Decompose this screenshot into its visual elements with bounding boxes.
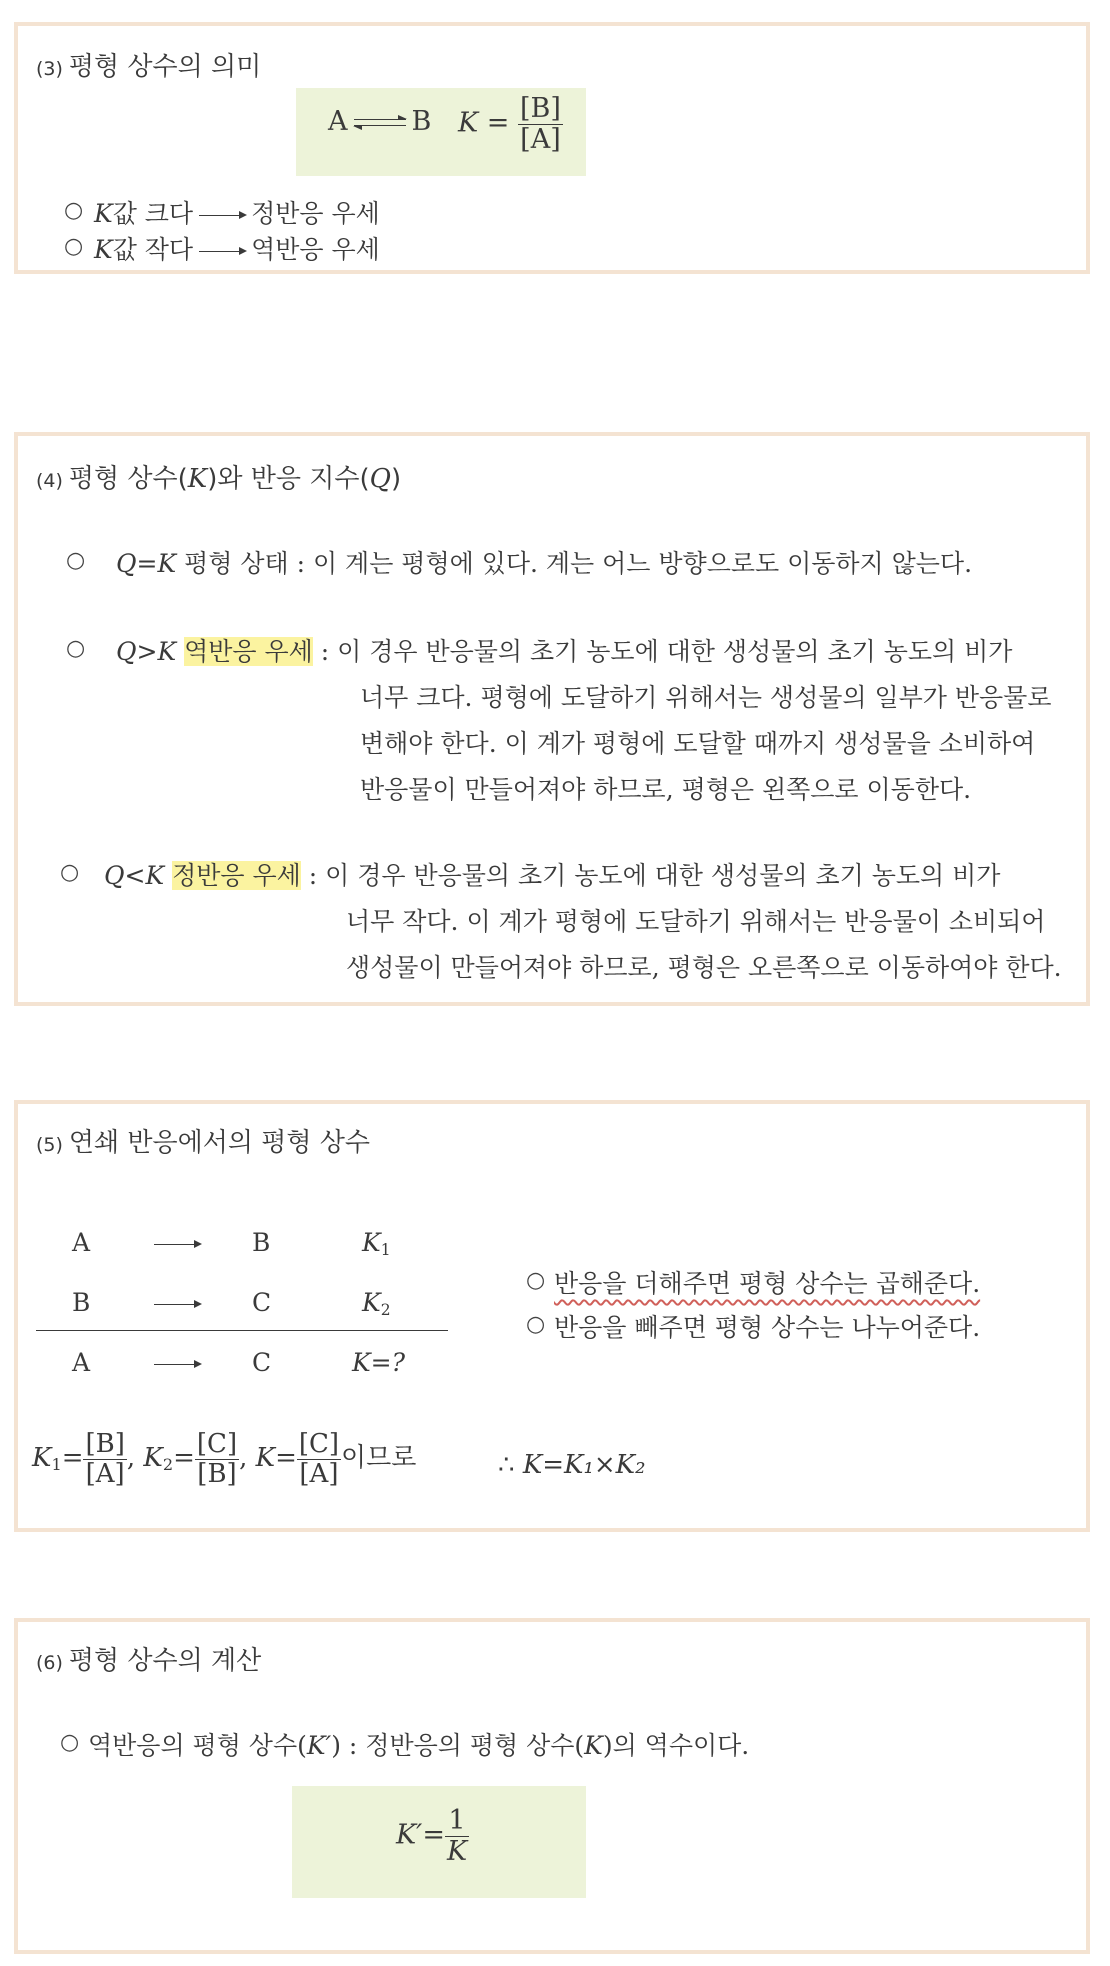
frac-numerator: [C] (298, 1429, 340, 1459)
k-symbol: K (362, 1288, 381, 1317)
colon: : (320, 637, 330, 666)
row-a-constant (362, 1228, 391, 1259)
item-line: 생성물이 만들어져야 하므로, 평형은 오른쪽으로 이동하여야 한다. (346, 953, 1062, 982)
item-description: : 이 계는 평형에 있다. 계는 어느 방향으로도 이동하지 않는다. (296, 549, 973, 578)
conclusion (498, 1450, 646, 1480)
row-c-constant: K=? (352, 1348, 406, 1377)
section-3-title (36, 46, 261, 83)
k-numerator: [B] (519, 93, 561, 124)
highlighted-label: 정반응 우세 (172, 861, 301, 890)
item-text: 역반응의 평형 상수( (88, 1731, 307, 1760)
list-item (116, 544, 972, 580)
k-symbol: K (94, 199, 113, 228)
condition: Q>K (116, 637, 177, 666)
list-item (94, 230, 380, 266)
item-line: 이 경우 반응물의 초기 농도에 대한 생성물의 초기 농도의 비가 (337, 637, 1013, 666)
section-6-title (36, 1640, 261, 1677)
row-b-constant (362, 1288, 391, 1319)
frac-denominator: [A] (299, 1458, 339, 1489)
section-title-text: 연쇄 반응에서의 평형 상수 (68, 1128, 370, 1158)
therefore-icon: ∴ (498, 1450, 515, 1480)
title-part: ) (390, 464, 402, 494)
k-symbol: K (362, 1228, 381, 1257)
row-c-product: C (252, 1348, 272, 1377)
subscript: 2 (380, 1300, 391, 1319)
item-text: 값 작다 (112, 235, 194, 264)
frac-denominator: [B] (197, 1458, 237, 1489)
condition: Q=K (116, 549, 177, 578)
section-number: (4) (36, 470, 63, 492)
bullet-icon: ○ (60, 1730, 80, 1755)
result-formula: K=K₁×K₂ (522, 1450, 646, 1480)
derivation: $K_1=$ $\frac{[B]}{[A]}$ , $K_2=$ $\frac{[C]}{[B]}$ , K= $\frac{[C]}{[A]}$ 이므로 (32, 1429, 417, 1489)
arrow-icon (199, 251, 245, 252)
section-number: (6) (36, 1652, 63, 1674)
list-item (94, 194, 380, 230)
frac-denominator: [A] (85, 1458, 125, 1489)
highlighted-label: 역반응 우세 (184, 637, 313, 666)
section-title-text: 평형 상수의 의미 (68, 52, 262, 82)
arrow-icon (154, 1244, 200, 1245)
section-title-text: 평형 상수의 계산 (68, 1646, 262, 1676)
item-line: 이 경우 반응물의 초기 농도에 대한 생성물의 초기 농도의 비가 (325, 861, 1001, 890)
row-arrow (148, 1228, 206, 1257)
colon: : (308, 861, 318, 890)
bullet-icon: ○ (60, 860, 80, 885)
arrow-icon (199, 215, 245, 216)
bullet-icon: ○ (66, 636, 86, 661)
k-symbol: K (94, 235, 113, 264)
note-multiply (554, 1264, 980, 1300)
title-part: )와 반응 지수( (207, 464, 370, 494)
condition: Q<K (104, 861, 165, 890)
arrow-icon (154, 1304, 200, 1305)
item-line: 반응물이 만들어져야 하므로, 평형은 왼쪽으로 이동한다. (360, 775, 972, 804)
item-result: 역반응 우세 (251, 235, 380, 264)
frac-numerator: 1 (445, 1806, 469, 1837)
suffix-text: 이므로 (341, 1443, 417, 1474)
item-label: 평형 상태 (184, 549, 289, 578)
item-line: 변해야 한다. 이 계가 평형에 도달할 때까지 생성물을 소비하여 (360, 729, 1036, 758)
list-item (116, 632, 1012, 668)
sum-line (36, 1330, 448, 1331)
section-3-box (14, 22, 1090, 274)
row-a-reactant: A (72, 1228, 91, 1257)
item-line: 너무 크다. 평형에 도달하기 위해서는 생성물의 일부가 반응물로 (360, 683, 1052, 712)
q-symbol: Q (369, 464, 391, 494)
section-4-box (14, 432, 1090, 1006)
arrow-icon (154, 1364, 200, 1365)
bullet-icon: ○ (526, 1312, 546, 1337)
bullet-icon: ○ (64, 198, 84, 223)
title-part: 평형 상수( (68, 464, 188, 494)
item-text: )의 역수이다. (602, 1731, 750, 1760)
reciprocal-equation (396, 1806, 469, 1866)
section-number: (3) (36, 58, 63, 80)
subscript: 1 (380, 1240, 391, 1259)
equilibrium-arrow-icon (354, 117, 406, 129)
item-text: ) : 정반응의 평형 상수( (331, 1731, 585, 1760)
equals-sign: = (486, 107, 510, 139)
k-symbol: K (584, 1731, 603, 1760)
row-a-product: B (252, 1228, 271, 1257)
section-number: (5) (36, 1134, 63, 1156)
k-prime-symbol: K′ (396, 1819, 423, 1851)
row-arrow (148, 1348, 206, 1377)
note-divide: 반응을 빼주면 평형 상수는 나누어준다. (554, 1313, 981, 1342)
list-item (88, 1726, 749, 1762)
item-result: 정반응 우세 (251, 199, 380, 228)
item-text: 값 크다 (112, 199, 194, 228)
bullet-icon: ○ (66, 548, 86, 573)
frac-denominator: K (446, 1835, 468, 1867)
equilibrium-equation (328, 106, 431, 137)
row-c-reactant: A (72, 1348, 91, 1377)
section-6-box (14, 1618, 1090, 1954)
item-line: 너무 작다. 이 계가 평형에 도달하기 위해서는 반응물이 소비되어 (346, 907, 1046, 936)
bullet-icon: ○ (526, 1268, 546, 1293)
row-b-reactant: B (72, 1288, 91, 1317)
equals-sign: = (422, 1819, 445, 1851)
reactant-a: A (328, 106, 348, 137)
list-item (104, 856, 1000, 892)
row-b-product: C (252, 1288, 272, 1317)
k-denominator: [A] (520, 123, 561, 155)
frac-numerator: [B] (85, 1429, 125, 1459)
section-5-title (36, 1122, 370, 1159)
bullet-icon: ○ (64, 234, 84, 259)
product-b: B (411, 106, 432, 137)
row-arrow (148, 1288, 206, 1317)
section-4-title (36, 458, 401, 495)
k-expression (458, 94, 563, 154)
k-symbol: K (458, 107, 479, 139)
k-symbol: K (187, 464, 208, 494)
frac-numerator: [C] (196, 1429, 238, 1459)
note-text: 반응을 더해주면 평형 상수는 곱해준다. (554, 1269, 981, 1298)
section-5-box (14, 1100, 1090, 1532)
k-prime-symbol: K′ (306, 1731, 332, 1760)
